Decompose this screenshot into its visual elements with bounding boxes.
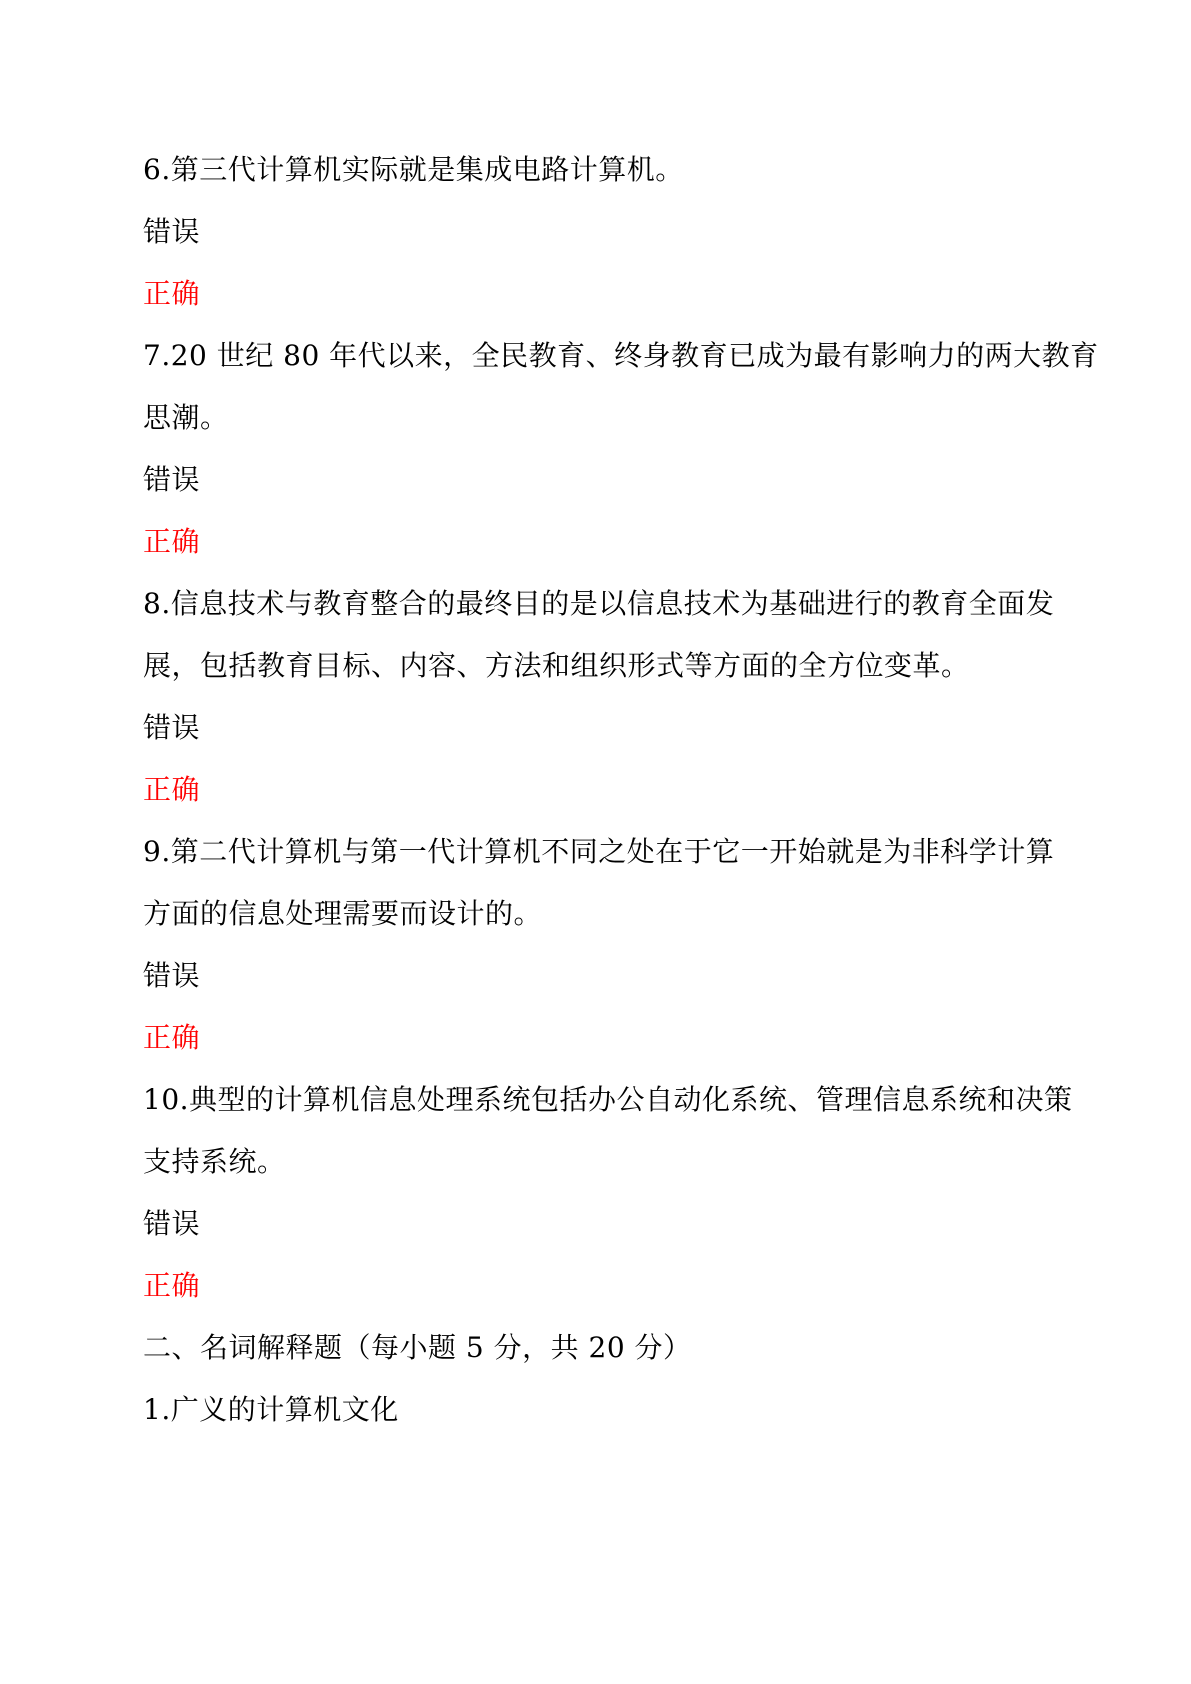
question-6-option-false: 错误 (143, 215, 201, 248)
question-8-text-line-2: 展，包括教育目标、内容、方法和组织形式等方面的全方位变革。 (143, 649, 970, 682)
question-7-text-line-1: 7.20 世纪 80 年代以来，全民教育、终身教育已成为最有影响力的两大教育 (143, 339, 1099, 372)
question-9-text-line-1: 9.第二代计算机与第一代计算机不同之处在于它一开始就是为非科学计算 (143, 835, 1055, 868)
question-6-text: 6.第三代计算机实际就是集成电路计算机。 (143, 153, 684, 186)
question-7-option-false: 错误 (143, 463, 201, 496)
question-10-option-false: 错误 (143, 1207, 201, 1240)
question-8-option-false: 错误 (143, 711, 201, 744)
question-10-text-line-1: 10.典型的计算机信息处理系统包括办公自动化系统、管理信息系统和决策 (143, 1083, 1073, 1116)
section-heading: 二、名词解释题（每小题 5 分，共 20 分） (143, 1331, 692, 1364)
question-10-option-true: 正确 (143, 1269, 201, 1302)
question-7-text-line-2: 思潮。 (143, 401, 229, 434)
question-8-text-line-1: 8.信息技术与教育整合的最终目的是以信息技术为基础进行的教育全面发 (143, 587, 1055, 620)
question-9-option-false: 错误 (143, 959, 201, 992)
question-6-option-true: 正确 (143, 277, 201, 310)
question-7-option-true: 正确 (143, 525, 201, 558)
question-8-option-true: 正确 (143, 773, 201, 806)
question-9-option-true: 正确 (143, 1021, 201, 1054)
question-10-text-line-2: 支持系统。 (143, 1145, 286, 1178)
term-question-1: 1.广义的计算机文化 (143, 1393, 399, 1426)
question-9-text-line-2: 方面的信息处理需要而设计的。 (143, 897, 543, 930)
